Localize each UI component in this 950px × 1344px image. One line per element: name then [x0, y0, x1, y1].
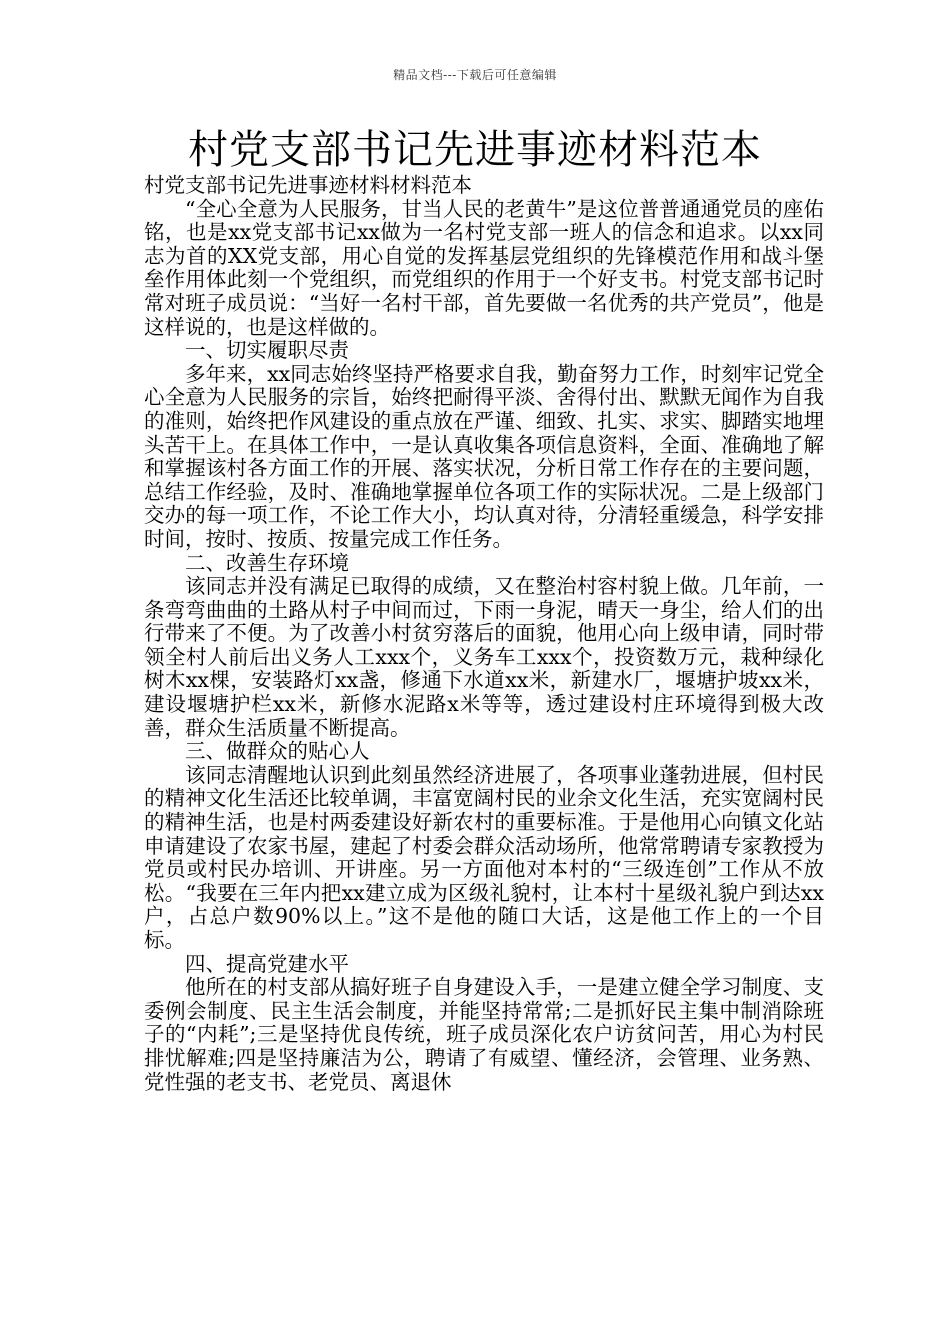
section-heading-1: 一、切实履职尽责	[185, 338, 349, 363]
section-heading-2: 二、改善生存环境	[185, 550, 349, 575]
subtitle: 村党支部书记先进事迹材料材料范本	[144, 173, 472, 197]
section-heading-3: 三、做群众的贴心人	[185, 739, 370, 764]
paragraph-section-4: 他所在的村支部从搞好班子自身建设入手，一是建立健全学习制度、支委例会制度、民主生活会制度，并能坚持常常;二是抓好民主集中制消除班子的“内耗”;三是坚持优良传统，班子成员深化农户访贫问苦，用心为村民排忧解难;四是坚持廉洁为公，聘请了有威望、懂经济，会管理、业务熟、党性强的老支书、老党员、离退休	[144, 975, 824, 1094]
paragraph-section-2: 该同志并没有满足已取得的成绩，又在整治村容村貌上做。几年前，一条弯弯曲曲的土路从村子中间而过，下雨一身泥，晴天一身尘，给人们的出行带来了不便。为了改善小村贫穷落后的面貌，他用心向上级申请，同时带领全村人前后出义务人工xxx个，义务车工xxx个，投资数万元，栽种绿化树木xx棵，安装路灯xx盏，修通下水道xx米，新建水厂，堰塘护坡xx米，建设堰塘护栏xx米，新修水泥路x米等等，透过建设村庄环境得到极大改善，群众生活质量不断提高。	[144, 574, 824, 740]
header-note: 精品文档---下载后可任意编辑	[393, 68, 557, 82]
document-title: 村党支部书记先进事迹材料范本	[188, 127, 762, 173]
section-heading-4: 四、提高党建水平	[185, 951, 349, 976]
document-body	[144, 174, 824, 1094]
paragraph-section-1: 多年来，xx同志始终坚持严格要求自我，勤奋努力工作，时刻牢记党全心全意为人民服务的宗旨，始终把耐得平淡、舍得付出、默默无闻作为自我的准则，始终把作风建设的重点放在严谨、细致、扎实、求实、脚踏实地埋头苦干上。在具体工作中，一是认真收集各项信息资料，全面、准确地了解和掌握该村各方面工作的开展、落实状况，分析日常工作存在的主要问题，总结工作经验，及时、准确地掌握单位各项工作的实际状况。二是上级部门交办的每一项工作，不论工作大小，均认真对待，分清轻重缓急，科学安排时间，按时、按质、按量完成工作任务。	[144, 361, 824, 551]
paragraph-intro: “全心全意为人民服务，甘当人民的老黄牛”是这位普普通通党员的座佑铭，也是xx党支部书记xx做为一名村党支部一班人的信念和追求。以xx同志为首的XX党支部，用心自觉的发挥基层党组织的先锋模范作用和战斗堡垒作用体此刻一个党组织，而党组织的作用于一个好支书。村党支部书记时常对班子成员说：“当好一名村干部，首先要做一名优秀的共产党员”，他是这样说的，也是这样做的。	[144, 196, 824, 339]
paragraph-section-3: 该同志清醒地认识到此刻虽然经济进展了，各项事业蓬勃进展，但村民的精神文化生活还比较单调，丰富宽阔村民的业余文化生活，充实宽阔村民的精神生活，也是村两委建设好新农村的重要标准。于是他用心向镇文化站申请建设了农家书屋，建起了村委会群众活动场所，他常常聘请专家教授为党员或村民办培训、开讲座。另一方面他对本村的“三级连创”工作从不放松。“我要在三年内把xx建立成为区级礼貌村，让本村十星级礼貌户到达xx户，占总户数90%以上。”这不是他的随口大话，这是他工作上的一个目标。	[144, 762, 824, 952]
